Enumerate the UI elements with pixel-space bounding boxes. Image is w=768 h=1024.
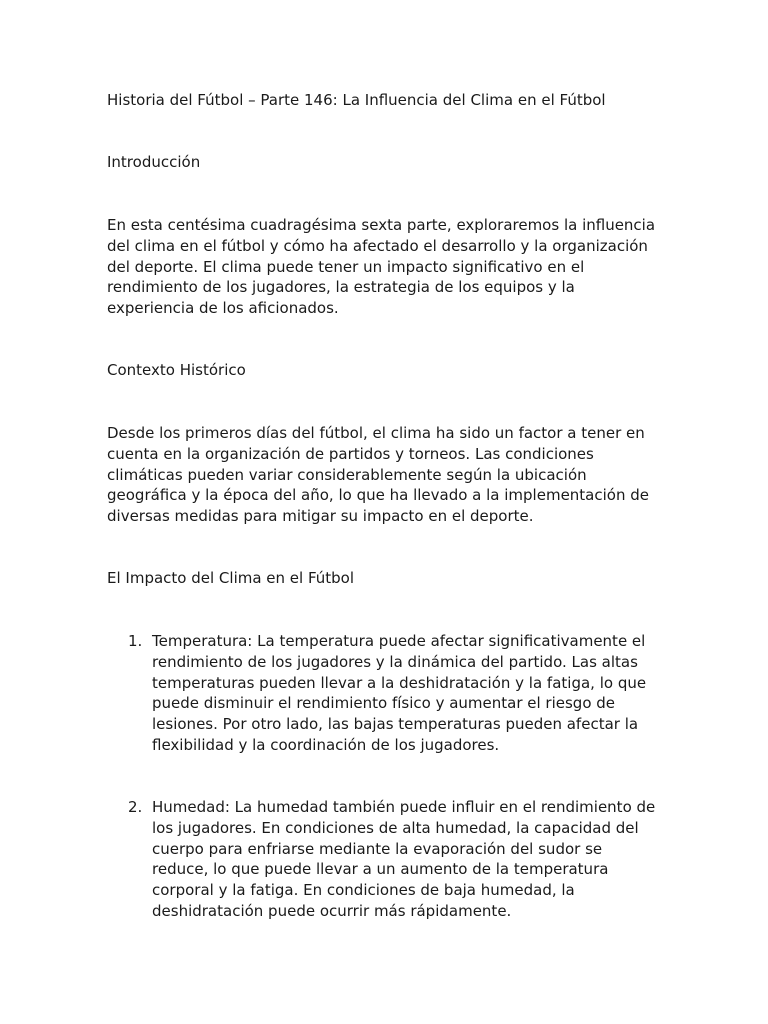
list-item-text-humedad: Humedad: La humedad también puede influir en el rendimiento de los jugadores. En condiciones de alta humedad, la capacidad del cuerpo para enfriarse mediante la evaporación del sudor se reduce, lo que puede llevar a un aumento de la temperatura corporal y la fatiga. En condiciones de baja humedad, la deshidratación puede ocurrir más rápidamente. xyxy=(152,798,656,920)
section-heading-introduccion: Introducción xyxy=(107,153,201,171)
list-item-number: 2. xyxy=(128,798,143,816)
section-heading-impacto-clima: El Impacto del Clima en el Fútbol xyxy=(107,569,355,587)
list-item-number: 1. xyxy=(128,632,143,650)
list-item-text-temperatura: Temperatura: La temperatura puede afectar significativamente el rendimiento de los jugadores y la dinámica del partido. Las altas temperaturas pueden llevar a la deshidratación y la fatiga, lo que puede disminuir el rendimiento físico y aumentar el riesgo de lesiones. Por otro lado, las bajas temperaturas pueden afectar la flexibilidad y la coordinación de los jugadores. xyxy=(152,632,647,754)
paragraph-contexto-historico: Desde los primeros días del fútbol, el clima ha sido un factor a tener en cuenta en la organización de partidos y torneos. Las condiciones climáticas pueden variar considerablemente según la ubicación geográfica y la época del año, lo que ha llevado a la implementación de diversas medidas para mitigar su impacto en el deporte. xyxy=(107,424,649,526)
paragraph-introduccion: En esta centésima cuadragésima sexta parte, exploraremos la influencia del clima en el fútbol y cómo ha afectado el desarrollo y la organización del deporte. El clima puede tener un impacto significativo en el rendimiento de los jugadores, la estrategia de los equipos y la experiencia de los aficionados. xyxy=(107,216,656,318)
section-heading-contexto-historico: Contexto Histórico xyxy=(107,361,246,379)
document-title: Historia del Fútbol – Parte 146: La Influencia del Clima en el Fútbol xyxy=(107,91,606,109)
